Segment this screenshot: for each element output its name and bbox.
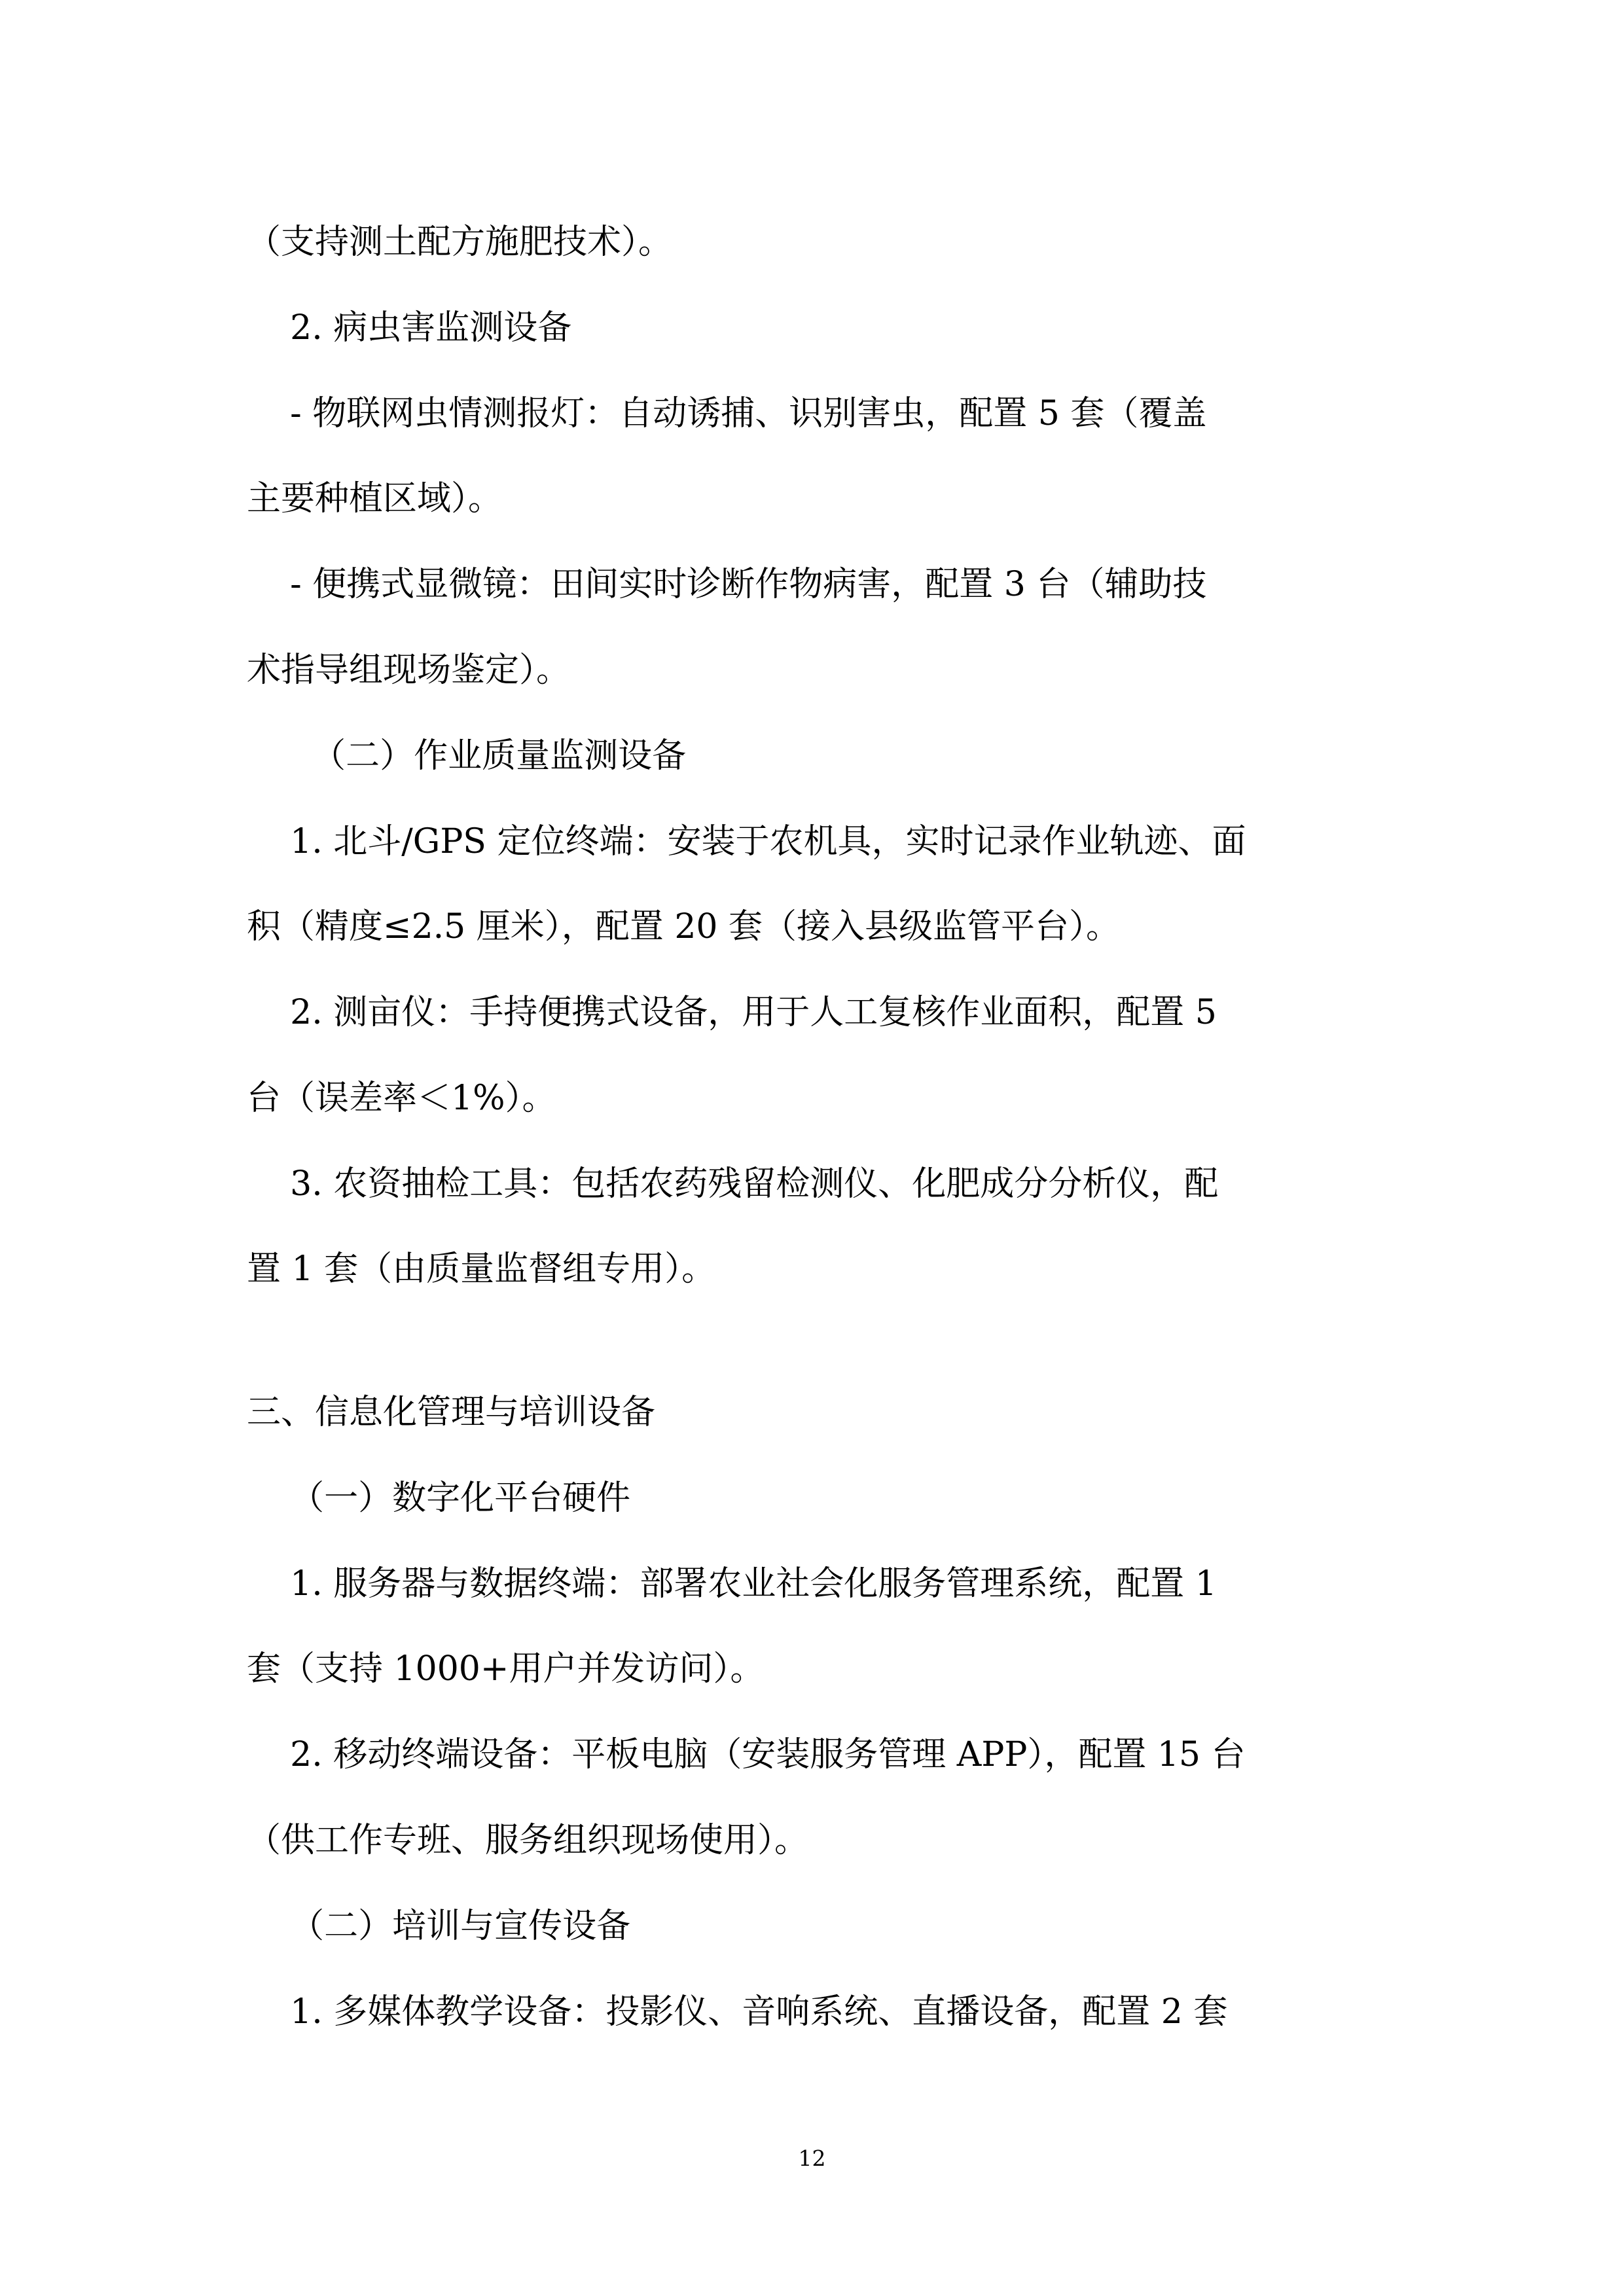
text-line-3: - 物联网虫情测报灯：自动诱捕、识别害虫，配置 5 套（覆盖 [247, 394, 1207, 433]
text-line-5: - 便携式显微镜：田间实时诊断作物病害，配置 3 台（辅助技 [247, 565, 1207, 604]
text-line-6: 术指导组现场鉴定）。 [247, 651, 571, 690]
page-number: 12 [798, 2145, 826, 2171]
text-line-13: 置 1 套（由质量监督组专用）。 [247, 1249, 716, 1289]
text-line-21: 1. 多媒体教学设备：投影仪、音响系统、直播设备，配置 2 套 [247, 1992, 1228, 2032]
text-line-9: 积（精度≤2.5 厘米），配置 20 套（接入县级监管平台）。 [247, 907, 1121, 946]
section-heading: 三、信息化管理与培训设备 [247, 1393, 656, 1432]
text-line-4: 主要种植区域）。 [247, 479, 503, 518]
text-line-2: 2. 病虫害监测设备 [247, 308, 572, 348]
text-line-10: 2. 测亩仪：手持便携式设备，用于人工复核作业面积，配置 5 [247, 993, 1217, 1032]
text-line-20: （二）培训与宣传设备 [247, 1907, 631, 1946]
text-line-11: 台（误差率＜1%）。 [247, 1079, 556, 1118]
text-line-8: 1. 北斗/GPS 定位终端：安装于农机具，实时记录作业轨迹、面 [247, 822, 1246, 861]
text-line-17: 套（支持 1000+用户并发访问）。 [247, 1649, 765, 1689]
text-line-16: 1. 服务器与数据终端：部署农业社会化服务管理系统，配置 1 [247, 1564, 1217, 1604]
text-line-15: （一）数字化平台硬件 [247, 1479, 631, 1518]
text-line-1: （支持测土配方施肥技术）。 [247, 223, 673, 262]
text-line-19: （供工作专班、服务组织现场使用）。 [247, 1821, 809, 1860]
text-line-7: （二）作业质量监测设备 [247, 736, 687, 776]
text-line-12: 3. 农资抽检工具：包括农药残留检测仪、化肥成分分析仪，配 [247, 1164, 1219, 1204]
text-line-18: 2. 移动终端设备：平板电脑（安装服务管理 APP），配置 15 台 [247, 1735, 1246, 1774]
